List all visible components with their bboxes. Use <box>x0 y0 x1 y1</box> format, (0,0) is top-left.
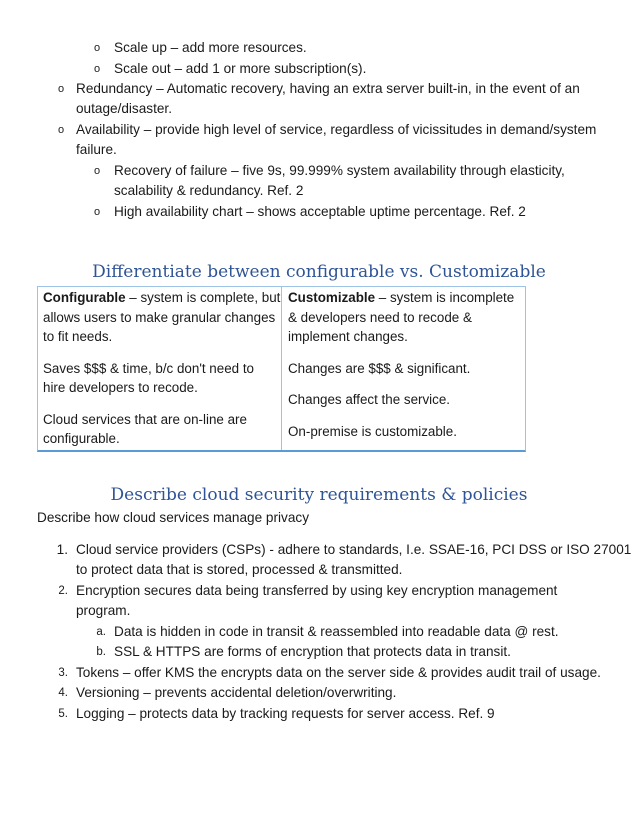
configurable-savings-cont: hire developers to recode. <box>43 380 198 395</box>
list-item-csp: Cloud service providers (CSPs) - adhere to standards, I.e. SSAE-16, PCI DSS or ISO 27001 <box>76 542 632 557</box>
list-item-availability: Availability – provide high level of service, regardless of vicissitudes in demand/system <box>76 122 597 137</box>
list-number: 2. <box>58 585 68 597</box>
configurable-cell <box>43 288 279 449</box>
configurable-intro: – system is complete, but <box>125 290 281 305</box>
list-item-tokens: Tokens – offer KMS the encrypts data on the server side & provides audit trail of usage. <box>76 665 601 680</box>
sublist-letter: b. <box>96 646 106 658</box>
sublist-letter: a. <box>96 626 106 638</box>
list-item-high-availability: High availability chart – shows acceptable uptime percentage. Ref. 2 <box>114 204 526 219</box>
section-heading-security: Describe cloud security requirements & policies <box>110 485 528 505</box>
configurable-title: Configurable <box>43 290 126 305</box>
list-item-versioning: Versioning – prevents accidental deletion/overwriting. <box>76 685 397 700</box>
customizable-intro: – system is incomplete <box>375 290 515 305</box>
list-number: 1. <box>56 542 68 557</box>
list-item-scale-up: Scale up – add more resources. <box>114 40 307 55</box>
customizable-intro-cont: & developers need to recode & <box>288 309 472 325</box>
section-heading-configurable: Differentiate between configurable vs. Customizable <box>92 262 546 282</box>
customizable-intro-end: implement changes. <box>288 329 408 344</box>
list-item-logging: Logging – protects data by tracking requests for server access. Ref. 9 <box>76 706 495 721</box>
list-item-redundancy: Redundancy – Automatic recovery, having an extra server built-in, in the event of an <box>76 81 580 96</box>
configurable-cloud-cont: configurable. <box>43 431 120 446</box>
list-item-encryption-cont: program. <box>76 603 131 618</box>
configurable-intro-cont: allows users to make granular changes <box>43 309 276 325</box>
list-item-encryption: Encryption secures data being transferred by using key encryption management <box>76 583 558 598</box>
configurable-intro-end: to fit needs. <box>43 329 113 344</box>
table-divider <box>281 287 282 450</box>
bullet-marker: o <box>58 83 65 95</box>
configurable-savings: Saves $$$ & time, b/c don't need to <box>43 360 254 376</box>
list-item-scale-out: Scale out – add 1 or more subscription(s). <box>114 61 367 76</box>
list-number: 4. <box>58 687 68 699</box>
list-item-redundancy-cont: outage/disaster. <box>76 101 172 116</box>
bullet-marker: o <box>94 63 101 75</box>
customizable-affect: Changes affect the service. <box>288 392 451 407</box>
comparison-table <box>37 286 526 452</box>
customizable-cell <box>288 288 524 441</box>
section-subheading: Describe how cloud services manage privacy <box>37 510 309 525</box>
customizable-title: Customizable <box>288 290 376 305</box>
customizable-onpremise: On-premise is customizable. <box>288 423 457 439</box>
list-item-recovery-cont: scalability & redundancy. Ref. 2 <box>114 183 304 198</box>
list-number: 3. <box>58 667 68 679</box>
sublist-item-hidden: Data is hidden in code in transit & reassembled into readable data @ rest. <box>114 624 559 639</box>
bullet-marker: o <box>58 124 65 136</box>
list-item-availability-cont: failure. <box>76 142 117 157</box>
list-number: 5. <box>58 708 68 720</box>
sublist-item-ssl: SSL & HTTPS are forms of encryption that protects data in transit. <box>114 644 511 659</box>
list-item-csp-cont: to protect data that is stored, processed & transmitted. <box>76 562 403 577</box>
bullet-marker: o <box>94 165 101 177</box>
configurable-cloud: Cloud services that are on-line are <box>43 411 247 427</box>
customizable-cost: Changes are $$$ & significant. <box>288 360 471 376</box>
bullet-marker: o <box>94 206 101 218</box>
list-item-recovery: Recovery of failure – five 9s, 99.999% system availability through elasticity, <box>114 163 565 178</box>
bullet-marker: o <box>94 42 101 54</box>
